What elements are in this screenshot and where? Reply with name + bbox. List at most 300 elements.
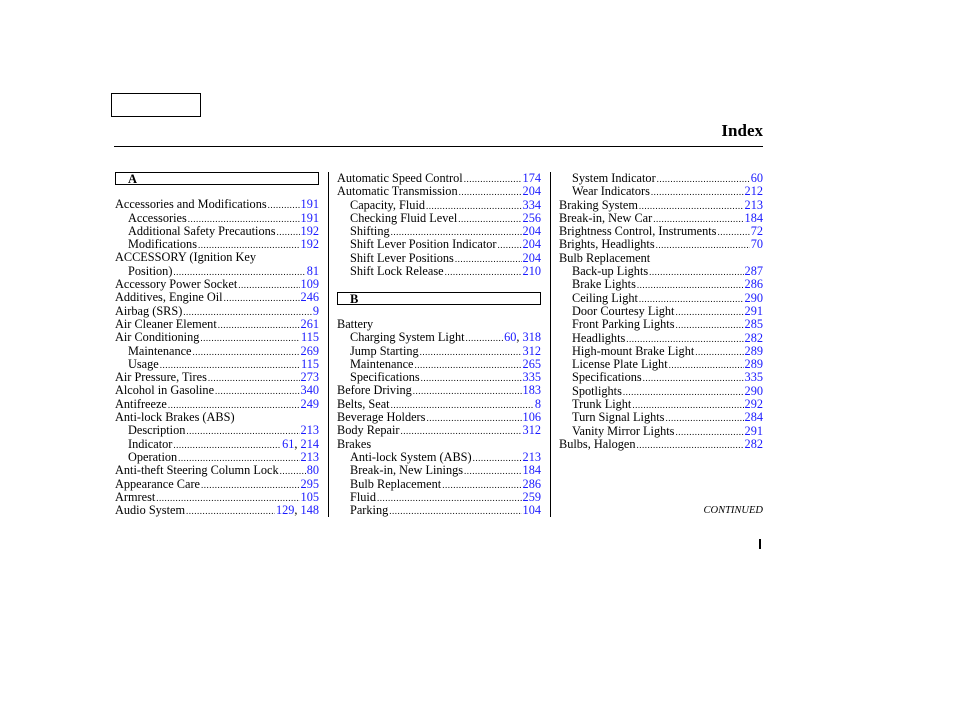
page-refs <box>523 185 541 198</box>
entry-label: Description <box>128 423 186 438</box>
page-refs <box>745 212 763 225</box>
dot-leader <box>200 332 300 345</box>
page-link[interactable]: 204 <box>522 224 541 239</box>
dot-leader <box>473 452 522 465</box>
page-refs <box>301 371 319 384</box>
index-subentry <box>115 358 319 371</box>
index-entry <box>559 212 763 225</box>
index-entry <box>559 199 763 212</box>
entry-label: Door Courtesy Light <box>572 303 675 318</box>
entry-label: Battery <box>337 316 374 331</box>
page-link[interactable]: 282 <box>744 330 763 345</box>
page-refs: 129, 148 <box>275 503 319 518</box>
page-link[interactable]: 246 <box>300 290 319 305</box>
index-subentry <box>337 504 541 517</box>
page-refs <box>523 411 541 424</box>
page-link[interactable]: 204 <box>522 184 541 199</box>
page-refs <box>523 451 541 464</box>
index-subentry <box>115 424 319 437</box>
page-refs <box>745 332 763 345</box>
dot-leader <box>208 372 300 385</box>
section-header: A <box>115 172 319 185</box>
page-link[interactable]: 292 <box>744 397 763 412</box>
page-link[interactable]: 334 <box>522 197 541 212</box>
page-link[interactable]: 81 <box>306 263 319 278</box>
index-subentry <box>337 371 541 384</box>
index-subentry <box>559 332 763 345</box>
page-link[interactable]: 318 <box>522 330 541 345</box>
entry-label: License Plate Light <box>572 357 668 372</box>
page-link[interactable]: 148 <box>300 503 319 518</box>
page-refs <box>301 318 319 331</box>
page-link[interactable]: 192 <box>300 237 319 252</box>
entry-label: High-mount Brake Light <box>572 343 695 358</box>
page-link[interactable]: 204 <box>522 237 541 252</box>
page-refs <box>301 478 319 491</box>
index-entry <box>115 291 319 304</box>
dot-leader <box>186 505 275 518</box>
entry-label: Bulb Replacement <box>559 250 651 265</box>
column-divider <box>328 172 329 517</box>
spacer <box>337 305 541 318</box>
index-entry <box>559 238 763 251</box>
page-refs <box>307 464 319 477</box>
entry-label: Turn Signal Lights <box>572 410 665 425</box>
page-refs <box>301 345 319 358</box>
page-link[interactable]: 312 <box>522 343 541 358</box>
index-entry <box>115 198 319 211</box>
index-subentry <box>559 371 763 384</box>
dot-leader <box>637 439 744 452</box>
page-refs <box>301 384 319 397</box>
dot-leader <box>201 479 300 492</box>
index-subentry <box>115 345 319 358</box>
index-subentry <box>115 438 319 451</box>
dot-leader <box>498 239 522 252</box>
page-link[interactable]: 105 <box>300 489 319 504</box>
page-link[interactable]: 335 <box>522 370 541 385</box>
page-link[interactable]: 183 <box>522 383 541 398</box>
page-refs <box>535 398 541 411</box>
page-link[interactable]: 8 <box>534 396 541 411</box>
page-link[interactable]: 214 <box>300 436 319 451</box>
page-refs <box>301 491 319 504</box>
page-refs <box>745 438 763 451</box>
dot-leader <box>426 412 521 425</box>
dot-leader <box>420 346 522 359</box>
dot-leader <box>675 319 743 332</box>
page-link[interactable]: 335 <box>744 370 763 385</box>
page-refs <box>751 238 763 251</box>
page-refs: 61, 214 <box>282 436 319 451</box>
page-refs <box>523 252 541 265</box>
entry-label: Jump Starting <box>350 343 419 358</box>
index-subentry <box>115 451 319 464</box>
index-entry <box>115 411 319 424</box>
dot-leader <box>649 266 743 279</box>
page-refs <box>523 345 541 358</box>
page-refs <box>523 504 541 517</box>
page-link[interactable]: 104 <box>522 503 541 518</box>
entry-label: Air Cleaner Element <box>115 316 217 331</box>
index-subentry <box>337 491 541 504</box>
page-link[interactable]: 261 <box>300 316 319 331</box>
page-marker <box>759 539 761 549</box>
page-link[interactable]: 340 <box>300 383 319 398</box>
index-subentry <box>337 212 541 225</box>
page-refs <box>745 292 763 305</box>
index-subentry <box>337 451 541 464</box>
page-link[interactable]: 115 <box>301 330 319 345</box>
dot-leader <box>421 372 522 385</box>
entry-label: Ceiling Light <box>572 290 638 305</box>
dot-leader <box>277 226 300 239</box>
dot-leader <box>639 200 744 213</box>
page-link[interactable]: 60 <box>504 330 517 345</box>
entry-label: Armrest <box>115 489 156 504</box>
index-subentry <box>337 358 541 371</box>
entry-label: Automatic Transmission <box>337 184 458 199</box>
dot-leader <box>695 346 743 359</box>
index-entry <box>115 398 319 411</box>
index-entry <box>337 384 541 397</box>
index-entry <box>115 478 319 491</box>
index-subentry <box>337 464 541 477</box>
page-link[interactable]: 174 <box>522 171 541 185</box>
page-link[interactable]: 285 <box>744 317 763 332</box>
index-subentry <box>559 265 763 278</box>
dot-leader <box>459 186 522 199</box>
page-refs <box>301 358 319 371</box>
index-subentry <box>337 345 541 358</box>
index-subentry <box>559 345 763 358</box>
page-link[interactable]: 212 <box>744 184 763 199</box>
page-link[interactable]: 191 <box>300 210 319 225</box>
index-entry <box>115 371 319 384</box>
page-link[interactable]: 213 <box>300 423 319 438</box>
index-column-3 <box>559 172 763 451</box>
entry-label: Trunk Light <box>572 397 632 412</box>
page-link[interactable]: 204 <box>522 250 541 265</box>
page-refs <box>751 225 763 238</box>
page-link[interactable]: 256 <box>522 210 541 225</box>
entry-label: Charging System Light <box>350 330 465 345</box>
page-refs <box>523 384 541 397</box>
page-link[interactable]: 259 <box>522 489 541 504</box>
page-link[interactable]: 106 <box>522 410 541 425</box>
spacer <box>115 185 319 198</box>
index-subentry <box>559 185 763 198</box>
index-entry <box>559 438 763 451</box>
page-link[interactable]: 289 <box>744 357 763 372</box>
page-link[interactable]: 312 <box>522 423 541 438</box>
index-entry <box>337 172 541 185</box>
page-link[interactable]: 72 <box>750 224 763 239</box>
dot-leader <box>413 385 522 398</box>
entry-label: Before Driving <box>337 383 412 398</box>
index-subentry <box>337 238 541 251</box>
entry-label: Appearance Care <box>115 476 200 491</box>
page-link[interactable]: 287 <box>744 264 763 279</box>
page-link[interactable]: 70 <box>750 237 763 252</box>
dot-leader <box>464 465 522 478</box>
index-column-1 <box>115 172 319 517</box>
index-subentry <box>337 265 541 278</box>
dot-leader <box>675 426 743 439</box>
index-subentry <box>559 318 763 331</box>
dot-leader <box>623 386 744 399</box>
page-refs <box>301 424 319 437</box>
dot-leader <box>458 213 521 226</box>
page-link[interactable]: 265 <box>522 356 541 371</box>
index-subentry <box>337 478 541 491</box>
entry-label: Airbag (SRS) <box>115 303 183 318</box>
index-entry <box>559 252 763 265</box>
index-entry <box>337 411 541 424</box>
entry-label: Braking System <box>559 197 638 212</box>
index-subentry <box>115 265 319 278</box>
page-link[interactable]: 115 <box>301 356 319 371</box>
page-link[interactable]: 80 <box>306 463 319 478</box>
dot-leader <box>401 425 522 438</box>
index-entry <box>337 318 541 331</box>
page-refs <box>523 478 541 491</box>
entry-label: Anti-lock System (ABS) <box>350 449 472 464</box>
entry-label: Checking Fluid Level <box>350 210 458 225</box>
page-refs <box>523 265 541 278</box>
entry-label: Back-up Lights <box>572 264 649 279</box>
index-entry <box>115 331 319 344</box>
page-refs <box>301 278 319 291</box>
entry-label: Parking <box>350 503 389 518</box>
entry-label: Accessories and Modifications <box>115 197 267 212</box>
page-link[interactable]: 210 <box>522 264 541 279</box>
page-refs <box>523 225 541 238</box>
page-refs <box>523 464 541 477</box>
index-entry <box>115 504 319 517</box>
page-link[interactable]: 192 <box>300 223 319 238</box>
page-refs <box>523 491 541 504</box>
page-refs <box>745 305 763 318</box>
index-entry <box>115 251 319 264</box>
entry-label: Fluid <box>350 489 376 504</box>
page-link[interactable]: 273 <box>300 370 319 385</box>
dot-leader <box>665 412 743 425</box>
dot-leader <box>193 346 300 359</box>
index-subentry <box>559 385 763 398</box>
page-link[interactable]: 286 <box>744 277 763 292</box>
page-title: Index <box>721 121 763 140</box>
page-refs <box>301 212 319 225</box>
entry-label: Capacity, Fluid <box>350 197 426 212</box>
index-entry <box>559 225 763 238</box>
entry-label: Automatic Speed Control <box>337 171 463 185</box>
entry-label: Shift Lever Positions <box>350 250 454 265</box>
index-subentry <box>115 225 319 238</box>
page-refs <box>745 398 763 411</box>
index-subentry <box>559 305 763 318</box>
entry-label: Indicator <box>128 436 173 451</box>
entry-label: Brake Lights <box>572 277 636 292</box>
dot-leader <box>415 359 522 372</box>
entry-label: Brakes <box>337 436 372 451</box>
dot-leader <box>643 372 744 385</box>
page-link[interactable]: 295 <box>300 476 319 491</box>
dot-leader <box>173 439 281 452</box>
page-refs <box>301 198 319 211</box>
dot-leader <box>656 239 750 252</box>
index-entry <box>337 438 541 451</box>
section-header: B <box>337 292 541 305</box>
index-entry <box>115 318 319 331</box>
page-refs <box>301 291 319 304</box>
page-refs <box>523 424 541 437</box>
index-subentry <box>337 252 541 265</box>
index-subentry <box>337 225 541 238</box>
entry-label: Specifications <box>350 370 420 385</box>
page-link[interactable]: 213 <box>300 449 319 464</box>
page-refs <box>745 385 763 398</box>
index-entry <box>337 424 541 437</box>
page-link[interactable]: 191 <box>300 197 319 212</box>
page-refs <box>523 238 541 251</box>
entry-label: ACCESSORY (Ignition Key <box>115 250 256 265</box>
entry-label: Headlights <box>572 330 626 345</box>
entry-label: Accessories <box>128 210 187 225</box>
entry-label: Position) <box>128 263 173 278</box>
dot-leader <box>466 332 504 345</box>
spacer <box>337 278 541 291</box>
page-link[interactable]: 284 <box>744 410 763 425</box>
entry-label: System Indicator <box>572 171 656 185</box>
page-refs <box>745 265 763 278</box>
page-refs <box>745 371 763 384</box>
index-subentry <box>559 172 763 185</box>
index-entry <box>115 278 319 291</box>
index-subentry <box>559 358 763 371</box>
index-entry <box>115 491 319 504</box>
entry-label: Additional Safety Precautions <box>128 223 276 238</box>
page-refs <box>301 398 319 411</box>
page-refs <box>745 425 763 438</box>
entry-label: Shift Lock Release <box>350 264 444 279</box>
page-refs <box>301 225 319 238</box>
dot-leader <box>215 385 300 398</box>
page-refs <box>523 358 541 371</box>
index-subentry <box>559 425 763 438</box>
dot-leader <box>268 199 300 212</box>
index-entry <box>337 398 541 411</box>
page-link[interactable]: 249 <box>300 396 319 411</box>
entry-label: Spotlights <box>572 383 622 398</box>
page-refs <box>745 358 763 371</box>
page-link[interactable]: 290 <box>744 383 763 398</box>
dot-leader <box>675 306 743 319</box>
index-entry <box>337 185 541 198</box>
dot-leader <box>218 319 300 332</box>
entry-label: Beverage Holders <box>337 410 426 425</box>
dot-leader <box>651 186 744 199</box>
entry-label: Usage <box>128 356 159 371</box>
dot-leader <box>464 173 522 186</box>
continued-label: CONTINUED <box>703 505 763 516</box>
page-link[interactable]: 282 <box>744 436 763 451</box>
page-refs <box>745 345 763 358</box>
page-link[interactable]: 184 <box>522 463 541 478</box>
page-link[interactable]: 60 <box>750 171 763 185</box>
entry-label: Wear Indicators <box>572 184 650 199</box>
title-rule <box>114 146 763 147</box>
entry-label: Brightness Control, Instruments <box>559 224 717 239</box>
page-refs <box>523 212 541 225</box>
entry-label: Additives, Engine Oil <box>115 290 223 305</box>
dot-leader <box>445 266 522 279</box>
entry-label: Bulb Replacement <box>350 476 442 491</box>
entry-label: Anti-lock Brakes (ABS) <box>115 410 235 425</box>
page-link[interactable]: 213 <box>744 197 763 212</box>
dot-leader <box>389 505 521 518</box>
entry-label: Maintenance <box>128 343 192 358</box>
dot-leader <box>455 253 522 266</box>
index-entry <box>115 384 319 397</box>
entry-label: Front Parking Lights <box>572 317 675 332</box>
index-subentry <box>337 331 541 344</box>
page-link[interactable]: 291 <box>744 303 763 318</box>
entry-label: Vanity Mirror Lights <box>572 423 675 438</box>
page-link[interactable]: 269 <box>300 343 319 358</box>
page-link[interactable]: 9 <box>312 303 319 318</box>
entry-label: Specifications <box>572 370 642 385</box>
index-subentry <box>559 411 763 424</box>
page-refs <box>523 371 541 384</box>
page-refs <box>301 331 319 344</box>
page-link[interactable]: 129 <box>275 503 295 518</box>
page-link[interactable]: 213 <box>522 449 541 464</box>
page-refs <box>301 451 319 464</box>
entry-label: Bulbs, Halogen <box>559 436 636 451</box>
page-link[interactable]: 290 <box>744 290 763 305</box>
entry-label: Modifications <box>128 237 197 252</box>
entry-label: Air Conditioning <box>115 330 200 345</box>
entry-label: Alcohol in Gasoline <box>115 383 215 398</box>
dot-leader <box>657 173 750 186</box>
index-entry <box>115 305 319 318</box>
page-refs <box>745 318 763 331</box>
entry-label: Break-in, New Car <box>559 210 653 225</box>
index-subentry <box>559 398 763 411</box>
entry-label: Shift Lever Position Indicator <box>350 237 497 252</box>
section-tab-box <box>111 93 201 117</box>
entry-label: Accessory Power Socket <box>115 277 238 292</box>
page-refs <box>745 278 763 291</box>
entry-label: Shifting <box>350 224 390 239</box>
index-column-2 <box>337 172 541 517</box>
entry-label: Break-in, New Linings <box>350 463 464 478</box>
page-link[interactable]: 289 <box>744 343 763 358</box>
page-link[interactable]: 61 <box>282 436 295 451</box>
page-link[interactable]: 286 <box>522 476 541 491</box>
page-link[interactable]: 109 <box>300 277 319 292</box>
page-refs <box>523 199 541 212</box>
index-subentry <box>337 199 541 212</box>
page-refs: 60, 318 <box>504 330 541 345</box>
entry-label: Air Pressure, Tires <box>115 370 207 385</box>
dot-leader <box>238 279 299 292</box>
page-link[interactable]: 184 <box>744 210 763 225</box>
page-link[interactable]: 291 <box>744 423 763 438</box>
page-refs <box>745 411 763 424</box>
page-refs <box>523 172 541 185</box>
